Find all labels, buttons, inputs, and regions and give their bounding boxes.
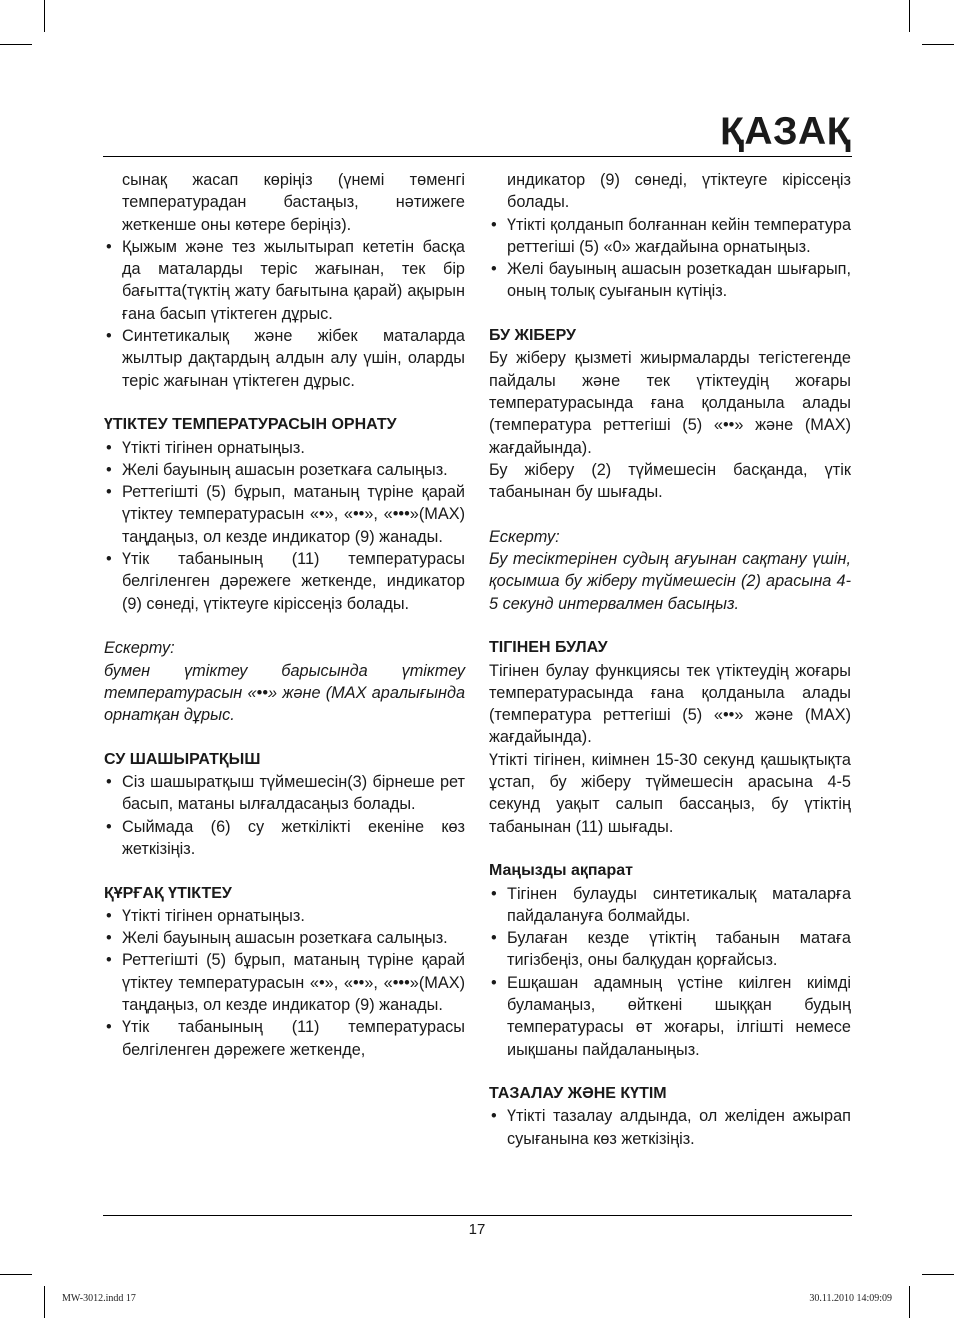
page-number: 17 xyxy=(468,1221,486,1238)
crop-mark xyxy=(44,1286,45,1318)
list-item: • Қыжым және тез жылытырап кететін басқа да маталарды теріс жағынан, тек бір бағытта(түктің жату бағытына қарай) ақырын ғана басып үтіктеген дұрыс. xyxy=(104,236,465,325)
crop-mark xyxy=(44,0,45,32)
section-heading-important-info: Маңызды ақпарат xyxy=(489,862,633,880)
vertical-steam-paragraph-2: Үтікті тігінен, киімнен 15-30 секунд қашықтықта ұстап, бу жіберу түймешесін арасына 4-5 секунд уақыт салып бассаңыз, бу үтіктің табанынан (11) шығады. xyxy=(489,750,851,836)
section-heading-spray: СУ ШАШЫРАТҚЫШ xyxy=(104,750,261,768)
note-label: Ескерту: xyxy=(104,639,175,658)
steam-paragraph-2: Бу жіберу (2) түймешесін басқанда, үтік табанынан бу шығады. xyxy=(489,460,851,502)
temperature-bullet-list xyxy=(104,437,465,615)
list-item: • Булаған кезде үтіктің табанын матаға тигізбеңіз, оны балқудан қорғайсыз. xyxy=(489,927,851,972)
crop-mark xyxy=(922,1274,954,1275)
list-item: • Тігінен булауды синтетикалық маталарға пайдалануға болмайды. xyxy=(489,883,851,928)
section-heading-dry-ironing: ҚҰРҒАҚ ҮТІКТЕУ xyxy=(104,884,232,902)
list-item: • Үтікті тігінен орнатыңыз. xyxy=(104,437,465,459)
note-text: бумен үтіктеу барысында үтіктеу температурасын «••» және (МАХ аралығында орнатқан дұрыс. xyxy=(104,661,465,725)
footer-rule xyxy=(103,1215,852,1216)
list-item: • Үтікті қолданып болғаннан кейін температура реттегіші (5) «0» жағдайына орнатыңыз. xyxy=(489,214,851,259)
section-heading-steam: БУ ЖІБЕРУ xyxy=(489,327,576,345)
intro-paragraph: сынақ жасап көріңіз (үнемі төменгі температурадан бастаңыз, нәтижеге жеткенше оны көтере беріңіз). xyxy=(122,171,465,234)
list-item: • Желі бауының ашасын розеткаға салыңыз. xyxy=(104,927,465,949)
section-heading-cleaning: ТАЗАЛАУ ЖӘНЕ КҮТІМ xyxy=(489,1085,667,1103)
list-item: • Сіз шашыратқыш түймешесін(3) бірнеше рет басып, матаны ылғалдасаңыз болады. xyxy=(104,771,465,816)
steam-note-text: Бу тесіктерінен судың ағуынан сақтану үшін, қосымша бу жіберу түймешесін (2) арасына 4-5 секунд интервалмен басыңыз. xyxy=(489,550,851,613)
left-column xyxy=(104,169,465,1061)
intro-bullet-list xyxy=(104,236,465,392)
crop-mark xyxy=(922,44,954,45)
list-item: • Үтікті тазалау алдында, ол желіден ажырап суығанына көз жеткізіңіз. xyxy=(489,1105,851,1150)
cleaning-bullet-list xyxy=(489,1105,851,1150)
crop-mark xyxy=(909,0,910,32)
list-item: • Үтікті тігінен орнатыңыз. xyxy=(104,905,465,927)
list-item: • Ешқашан адамның үстіне киілген киімді буламаңыз, өйткені шыққан будың температурасы өт жоғары, ілгішті немесе иықшаны пайдаланыңыз. xyxy=(489,972,851,1061)
important-info-bullet-list xyxy=(489,883,851,1061)
spray-bullet-list xyxy=(104,771,465,860)
list-item: • Синтетикалық және жібек маталарда жылтыр дақтардың алдын алу үшін, оларды теріс жағынан үтіктеген дұрыс. xyxy=(104,325,465,392)
section-heading-vertical-steam: ТІГІНЕН БУЛАУ xyxy=(489,639,608,657)
steam-paragraph-1: Бу жіберу қызметі жиырмаларды тегістегенде пайдалы және тек үтіктеудің жоғары температурасында ғана қолданыла алады (температура реттегіші (5) «••» және (МАХ) жағдайында). xyxy=(489,349,851,457)
list-item: • Желі бауының ашасын розеткадан шығарып, оның толық суығанын күтіңіз. xyxy=(489,258,851,303)
steam-note-label: Ескерту: xyxy=(489,527,560,546)
list-item: • Үтік табанының (11) температурасы белгіленген дәрежеге жеткенде, xyxy=(104,1016,465,1061)
page-title: ҚАЗАҚ xyxy=(720,110,851,153)
crop-mark xyxy=(909,1286,910,1318)
file-slug: MW-3012.indd 17 xyxy=(62,1293,136,1304)
list-item: • Сыймада (6) су жеткілікті екеніне көз жеткізіңіз. xyxy=(104,816,465,861)
dry-ironing-bullet-list xyxy=(104,905,465,1061)
crop-mark xyxy=(0,1274,32,1275)
list-item: • Үтік табанының (11) температурасы белгіленген дәрежеге жеткенде, индикатор (9) сөнеді, үтіктеуге кіріссеңіз болады. xyxy=(104,548,465,615)
list-item: • Желі бауының ашасын розеткаға салыңыз. xyxy=(104,459,465,481)
header-rule xyxy=(103,156,852,157)
continued-paragraph: индикатор (9) сөнеді, үтіктеуге кіріссеңіз болады. xyxy=(507,171,851,212)
section-heading-temperature: ҮТІКТЕУ ТЕМПЕРАТУРАСЫН ОРНАТУ xyxy=(104,416,397,434)
continued-bullet-list xyxy=(489,214,851,303)
list-item: • Реттегішті (5) бұрып, матаның түріне қарай үтіктеу температурасын «•», «••», «•••»(МАХ) таңдаңыз, ол кезде индикатор (9) жанады. xyxy=(104,481,465,548)
list-item: • Реттегішті (5) бұрып, матаның түріне қарай үтіктеу температурасын «•», «••», «•••»(МАХ) таңдаңыз, ол кезде индикатор (9) жанады. xyxy=(104,949,465,1016)
crop-mark xyxy=(0,44,32,45)
right-column xyxy=(489,169,851,1150)
vertical-steam-paragraph-1: Тігінен булау функциясы тек үтіктеудің жоғары температурасында ғана қолданыла алады (температура реттегіші (5) «••» және (МАХ) жағдайында). xyxy=(489,661,851,747)
date-slug: 30.11.2010 14:09:09 xyxy=(809,1293,892,1304)
